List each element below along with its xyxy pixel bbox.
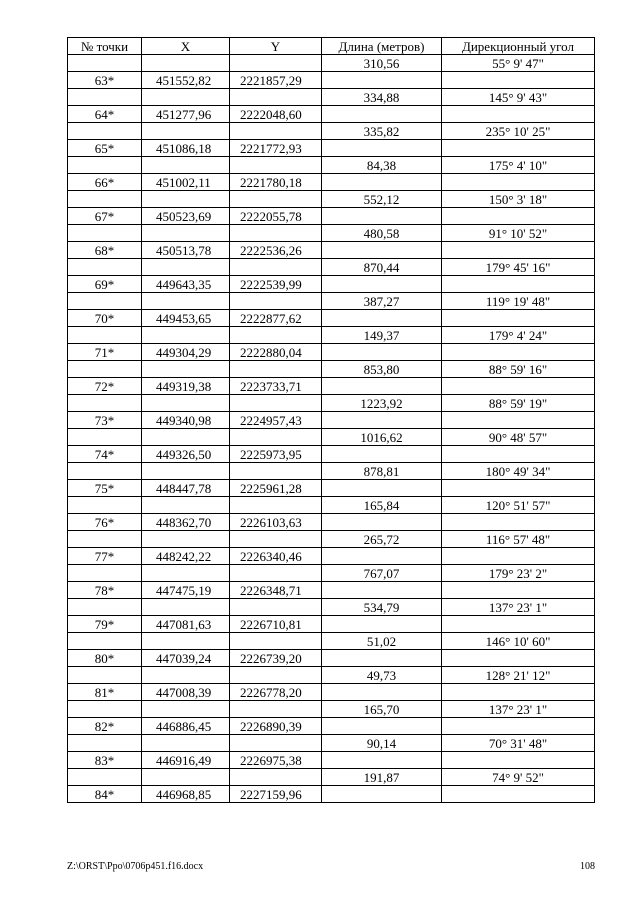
- table-row: [68, 412, 595, 429]
- direction-angle-cell: [442, 684, 595, 701]
- point-number-cell: [68, 599, 142, 616]
- point-number-cell: 80*: [68, 650, 142, 667]
- x-coordinate-cell: 449643,35: [142, 276, 230, 293]
- y-coordinate-cell: [230, 599, 322, 616]
- direction-angle-cell: [442, 344, 595, 361]
- x-coordinate-cell: 451086,18: [142, 140, 230, 157]
- y-coordinate-cell: [230, 769, 322, 786]
- y-coordinate-cell: 2221857,29: [230, 72, 322, 89]
- y-coordinate-cell: [230, 157, 322, 174]
- y-coordinate-cell: [230, 123, 322, 140]
- point-number-cell: 77*: [68, 548, 142, 565]
- footer-page-number: 108: [580, 861, 595, 872]
- table-row: [68, 72, 595, 89]
- direction-angle-cell: [442, 310, 595, 327]
- table-row: [68, 650, 595, 667]
- table-row: [68, 140, 595, 157]
- table-row: [68, 327, 595, 344]
- direction-angle-cell: 137° 23' 1": [442, 701, 595, 718]
- direction-angle-cell: [442, 480, 595, 497]
- point-number-cell: [68, 769, 142, 786]
- x-coordinate-cell: [142, 565, 230, 582]
- length-cell: 49,73: [322, 667, 442, 684]
- length-cell: 853,80: [322, 361, 442, 378]
- direction-angle-cell: [442, 242, 595, 259]
- y-coordinate-cell: [230, 327, 322, 344]
- y-coordinate-cell: 2222536,26: [230, 242, 322, 259]
- y-coordinate-cell: [230, 89, 322, 106]
- x-coordinate-cell: [142, 123, 230, 140]
- direction-angle-cell: [442, 548, 595, 565]
- table-row: [68, 735, 595, 752]
- y-coordinate-cell: 2225973,95: [230, 446, 322, 463]
- table-row: [68, 718, 595, 735]
- length-cell: 265,72: [322, 531, 442, 548]
- point-number-cell: [68, 497, 142, 514]
- length-cell: 552,12: [322, 191, 442, 208]
- direction-angle-cell: 137° 23' 1": [442, 599, 595, 616]
- table-row: [68, 259, 595, 276]
- table-row: [68, 361, 595, 378]
- table-header-row: [68, 38, 595, 55]
- table-row: [68, 344, 595, 361]
- direction-angle-cell: [442, 786, 595, 803]
- x-coordinate-cell: [142, 463, 230, 480]
- table-row: [68, 582, 595, 599]
- direction-angle-cell: [442, 208, 595, 225]
- table-row: [68, 225, 595, 242]
- length-cell: 90,14: [322, 735, 442, 752]
- x-coordinate-cell: [142, 327, 230, 344]
- y-coordinate-cell: 2226340,46: [230, 548, 322, 565]
- x-coordinate-cell: [142, 531, 230, 548]
- direction-angle-cell: [442, 378, 595, 395]
- point-number-cell: [68, 89, 142, 106]
- x-coordinate-cell: [142, 361, 230, 378]
- length-cell: 878,81: [322, 463, 442, 480]
- direction-angle-cell: 179° 45' 16": [442, 259, 595, 276]
- x-coordinate-cell: 446886,45: [142, 718, 230, 735]
- table-row: [68, 548, 595, 565]
- length-cell: [322, 752, 442, 769]
- direction-angle-cell: 146° 10' 60": [442, 633, 595, 650]
- point-number-cell: 70*: [68, 310, 142, 327]
- length-cell: 149,37: [322, 327, 442, 344]
- direction-angle-cell: 90° 48' 57": [442, 429, 595, 446]
- point-number-cell: [68, 361, 142, 378]
- point-number-cell: [68, 327, 142, 344]
- table-body: [68, 55, 595, 803]
- length-cell: 1016,62: [322, 429, 442, 446]
- point-number-cell: [68, 667, 142, 684]
- length-cell: [322, 72, 442, 89]
- direction-angle-cell: [442, 718, 595, 735]
- point-number-cell: 66*: [68, 174, 142, 191]
- table-row: [68, 55, 595, 72]
- table-row: [68, 599, 595, 616]
- x-coordinate-cell: 449340,98: [142, 412, 230, 429]
- x-coordinate-cell: 447008,39: [142, 684, 230, 701]
- point-number-cell: [68, 293, 142, 310]
- length-cell: 870,44: [322, 259, 442, 276]
- header-point-number: № точки: [68, 38, 142, 55]
- y-coordinate-cell: [230, 191, 322, 208]
- length-cell: [322, 344, 442, 361]
- direction-angle-cell: 235° 10' 25": [442, 123, 595, 140]
- table-row: [68, 106, 595, 123]
- x-coordinate-cell: [142, 735, 230, 752]
- length-cell: 767,07: [322, 565, 442, 582]
- x-coordinate-cell: 448362,70: [142, 514, 230, 531]
- point-number-cell: [68, 463, 142, 480]
- direction-angle-cell: 91° 10' 52": [442, 225, 595, 242]
- direction-angle-cell: 180° 49' 34": [442, 463, 595, 480]
- y-coordinate-cell: [230, 361, 322, 378]
- direction-angle-cell: 175° 4' 10": [442, 157, 595, 174]
- length-cell: [322, 514, 442, 531]
- header-x: X: [142, 38, 230, 55]
- point-number-cell: 75*: [68, 480, 142, 497]
- coordinates-table: [67, 37, 595, 803]
- y-coordinate-cell: 2221780,18: [230, 174, 322, 191]
- table-row: [68, 497, 595, 514]
- x-coordinate-cell: [142, 429, 230, 446]
- direction-angle-cell: 179° 4' 24": [442, 327, 595, 344]
- direction-angle-cell: [442, 72, 595, 89]
- x-coordinate-cell: [142, 55, 230, 72]
- direction-angle-cell: 128° 21' 12": [442, 667, 595, 684]
- table-row: [68, 157, 595, 174]
- x-coordinate-cell: 448242,22: [142, 548, 230, 565]
- length-cell: 387,27: [322, 293, 442, 310]
- length-cell: [322, 106, 442, 123]
- table-row: [68, 769, 595, 786]
- x-coordinate-cell: 449453,65: [142, 310, 230, 327]
- y-coordinate-cell: [230, 701, 322, 718]
- x-coordinate-cell: [142, 667, 230, 684]
- point-number-cell: 69*: [68, 276, 142, 293]
- table-row: [68, 89, 595, 106]
- y-coordinate-cell: 2226348,71: [230, 582, 322, 599]
- length-cell: [322, 582, 442, 599]
- x-coordinate-cell: [142, 293, 230, 310]
- length-cell: [322, 786, 442, 803]
- table-row: [68, 531, 595, 548]
- y-coordinate-cell: 2224957,43: [230, 412, 322, 429]
- x-coordinate-cell: 449319,38: [142, 378, 230, 395]
- length-cell: [322, 684, 442, 701]
- length-cell: [322, 174, 442, 191]
- table-row: [68, 752, 595, 769]
- y-coordinate-cell: [230, 293, 322, 310]
- x-coordinate-cell: 447039,24: [142, 650, 230, 667]
- y-coordinate-cell: 2226710,81: [230, 616, 322, 633]
- length-cell: 534,79: [322, 599, 442, 616]
- y-coordinate-cell: 2221772,93: [230, 140, 322, 157]
- length-cell: [322, 242, 442, 259]
- header-direction-angle: Дирекционный угол: [442, 38, 595, 55]
- length-cell: [322, 310, 442, 327]
- y-coordinate-cell: [230, 667, 322, 684]
- table-row: [68, 633, 595, 650]
- length-cell: 165,84: [322, 497, 442, 514]
- point-number-cell: 83*: [68, 752, 142, 769]
- y-coordinate-cell: [230, 463, 322, 480]
- x-coordinate-cell: [142, 769, 230, 786]
- footer-file-path: Z:\ORST\Ppo\0706p451.f16.docx: [67, 861, 204, 872]
- length-cell: 1223,92: [322, 395, 442, 412]
- header-y: Y: [230, 38, 322, 55]
- table-row: [68, 378, 595, 395]
- point-number-cell: 74*: [68, 446, 142, 463]
- point-number-cell: 82*: [68, 718, 142, 735]
- length-cell: [322, 616, 442, 633]
- point-number-cell: 84*: [68, 786, 142, 803]
- direction-angle-cell: [442, 616, 595, 633]
- y-coordinate-cell: 2226975,38: [230, 752, 322, 769]
- x-coordinate-cell: 450523,69: [142, 208, 230, 225]
- direction-angle-cell: 119° 19' 48": [442, 293, 595, 310]
- point-number-cell: 67*: [68, 208, 142, 225]
- y-coordinate-cell: [230, 55, 322, 72]
- table-row: [68, 786, 595, 803]
- x-coordinate-cell: 451002,11: [142, 174, 230, 191]
- x-coordinate-cell: 449326,50: [142, 446, 230, 463]
- table-row: [68, 684, 595, 701]
- x-coordinate-cell: 450513,78: [142, 242, 230, 259]
- direction-angle-cell: [442, 412, 595, 429]
- direction-angle-cell: [442, 140, 595, 157]
- direction-angle-cell: [442, 106, 595, 123]
- table-row: [68, 565, 595, 582]
- y-coordinate-cell: 2227159,96: [230, 786, 322, 803]
- point-number-cell: [68, 531, 142, 548]
- y-coordinate-cell: 2223733,71: [230, 378, 322, 395]
- length-cell: [322, 480, 442, 497]
- y-coordinate-cell: [230, 395, 322, 412]
- x-coordinate-cell: 447475,19: [142, 582, 230, 599]
- length-cell: 84,38: [322, 157, 442, 174]
- x-coordinate-cell: [142, 89, 230, 106]
- point-number-cell: 68*: [68, 242, 142, 259]
- y-coordinate-cell: 2226890,39: [230, 718, 322, 735]
- point-number-cell: [68, 157, 142, 174]
- point-number-cell: [68, 429, 142, 446]
- y-coordinate-cell: [230, 259, 322, 276]
- x-coordinate-cell: [142, 599, 230, 616]
- table-row: [68, 276, 595, 293]
- table-row: [68, 616, 595, 633]
- direction-angle-cell: 70° 31' 48": [442, 735, 595, 752]
- y-coordinate-cell: [230, 429, 322, 446]
- length-cell: [322, 718, 442, 735]
- direction-angle-cell: 150° 3' 18": [442, 191, 595, 208]
- length-cell: 480,58: [322, 225, 442, 242]
- point-number-cell: 65*: [68, 140, 142, 157]
- length-cell: [322, 276, 442, 293]
- direction-angle-cell: 179° 23' 2": [442, 565, 595, 582]
- table-row: [68, 208, 595, 225]
- direction-angle-cell: 55° 9' 47": [442, 55, 595, 72]
- table-row: [68, 667, 595, 684]
- x-coordinate-cell: 451277,96: [142, 106, 230, 123]
- length-cell: [322, 412, 442, 429]
- direction-angle-cell: [442, 582, 595, 599]
- length-cell: [322, 378, 442, 395]
- length-cell: 334,88: [322, 89, 442, 106]
- y-coordinate-cell: 2222880,04: [230, 344, 322, 361]
- x-coordinate-cell: 449304,29: [142, 344, 230, 361]
- length-cell: 335,82: [322, 123, 442, 140]
- x-coordinate-cell: [142, 225, 230, 242]
- x-coordinate-cell: 446968,85: [142, 786, 230, 803]
- point-number-cell: [68, 123, 142, 140]
- direction-angle-cell: 88° 59' 16": [442, 361, 595, 378]
- y-coordinate-cell: [230, 531, 322, 548]
- table-row: [68, 429, 595, 446]
- point-number-cell: 71*: [68, 344, 142, 361]
- direction-angle-cell: 145° 9' 43": [442, 89, 595, 106]
- point-number-cell: 78*: [68, 582, 142, 599]
- x-coordinate-cell: 446916,49: [142, 752, 230, 769]
- length-cell: 191,87: [322, 769, 442, 786]
- x-coordinate-cell: [142, 157, 230, 174]
- header-length: Длина (метров): [322, 38, 442, 55]
- point-number-cell: 64*: [68, 106, 142, 123]
- direction-angle-cell: 88° 59' 19": [442, 395, 595, 412]
- length-cell: [322, 140, 442, 157]
- table-row: [68, 310, 595, 327]
- direction-angle-cell: [442, 174, 595, 191]
- point-number-cell: [68, 395, 142, 412]
- table-row: [68, 191, 595, 208]
- point-number-cell: 79*: [68, 616, 142, 633]
- y-coordinate-cell: [230, 225, 322, 242]
- y-coordinate-cell: 2222877,62: [230, 310, 322, 327]
- point-number-cell: [68, 735, 142, 752]
- y-coordinate-cell: [230, 633, 322, 650]
- direction-angle-cell: 120° 51' 57": [442, 497, 595, 514]
- direction-angle-cell: 74° 9' 52": [442, 769, 595, 786]
- length-cell: 165,70: [322, 701, 442, 718]
- point-number-cell: [68, 701, 142, 718]
- point-number-cell: [68, 191, 142, 208]
- direction-angle-cell: [442, 446, 595, 463]
- y-coordinate-cell: 2222048,60: [230, 106, 322, 123]
- x-coordinate-cell: [142, 191, 230, 208]
- y-coordinate-cell: 2226103,63: [230, 514, 322, 531]
- length-cell: 310,56: [322, 55, 442, 72]
- point-number-cell: [68, 55, 142, 72]
- y-coordinate-cell: [230, 565, 322, 582]
- table-row: [68, 174, 595, 191]
- x-coordinate-cell: [142, 259, 230, 276]
- point-number-cell: [68, 225, 142, 242]
- y-coordinate-cell: 2222539,99: [230, 276, 322, 293]
- y-coordinate-cell: 2226778,20: [230, 684, 322, 701]
- table-row: [68, 242, 595, 259]
- table-row: [68, 123, 595, 140]
- direction-angle-cell: 116° 57' 48": [442, 531, 595, 548]
- point-number-cell: 76*: [68, 514, 142, 531]
- length-cell: [322, 548, 442, 565]
- direction-angle-cell: [442, 752, 595, 769]
- point-number-cell: [68, 633, 142, 650]
- y-coordinate-cell: 2226739,20: [230, 650, 322, 667]
- point-number-cell: 63*: [68, 72, 142, 89]
- table-row: [68, 463, 595, 480]
- y-coordinate-cell: [230, 735, 322, 752]
- x-coordinate-cell: 448447,78: [142, 480, 230, 497]
- y-coordinate-cell: 2222055,78: [230, 208, 322, 225]
- length-cell: 51,02: [322, 633, 442, 650]
- table-row: [68, 480, 595, 497]
- table-row: [68, 446, 595, 463]
- x-coordinate-cell: [142, 633, 230, 650]
- point-number-cell: [68, 259, 142, 276]
- length-cell: [322, 650, 442, 667]
- x-coordinate-cell: [142, 497, 230, 514]
- x-coordinate-cell: 447081,63: [142, 616, 230, 633]
- table-row: [68, 293, 595, 310]
- table-row: [68, 514, 595, 531]
- table-row: [68, 395, 595, 412]
- x-coordinate-cell: 451552,82: [142, 72, 230, 89]
- direction-angle-cell: [442, 650, 595, 667]
- direction-angle-cell: [442, 276, 595, 293]
- point-number-cell: 72*: [68, 378, 142, 395]
- y-coordinate-cell: [230, 497, 322, 514]
- length-cell: [322, 446, 442, 463]
- x-coordinate-cell: [142, 395, 230, 412]
- point-number-cell: 73*: [68, 412, 142, 429]
- y-coordinate-cell: 2225961,28: [230, 480, 322, 497]
- x-coordinate-cell: [142, 701, 230, 718]
- point-number-cell: [68, 565, 142, 582]
- point-number-cell: 81*: [68, 684, 142, 701]
- length-cell: [322, 208, 442, 225]
- direction-angle-cell: [442, 514, 595, 531]
- table-row: [68, 701, 595, 718]
